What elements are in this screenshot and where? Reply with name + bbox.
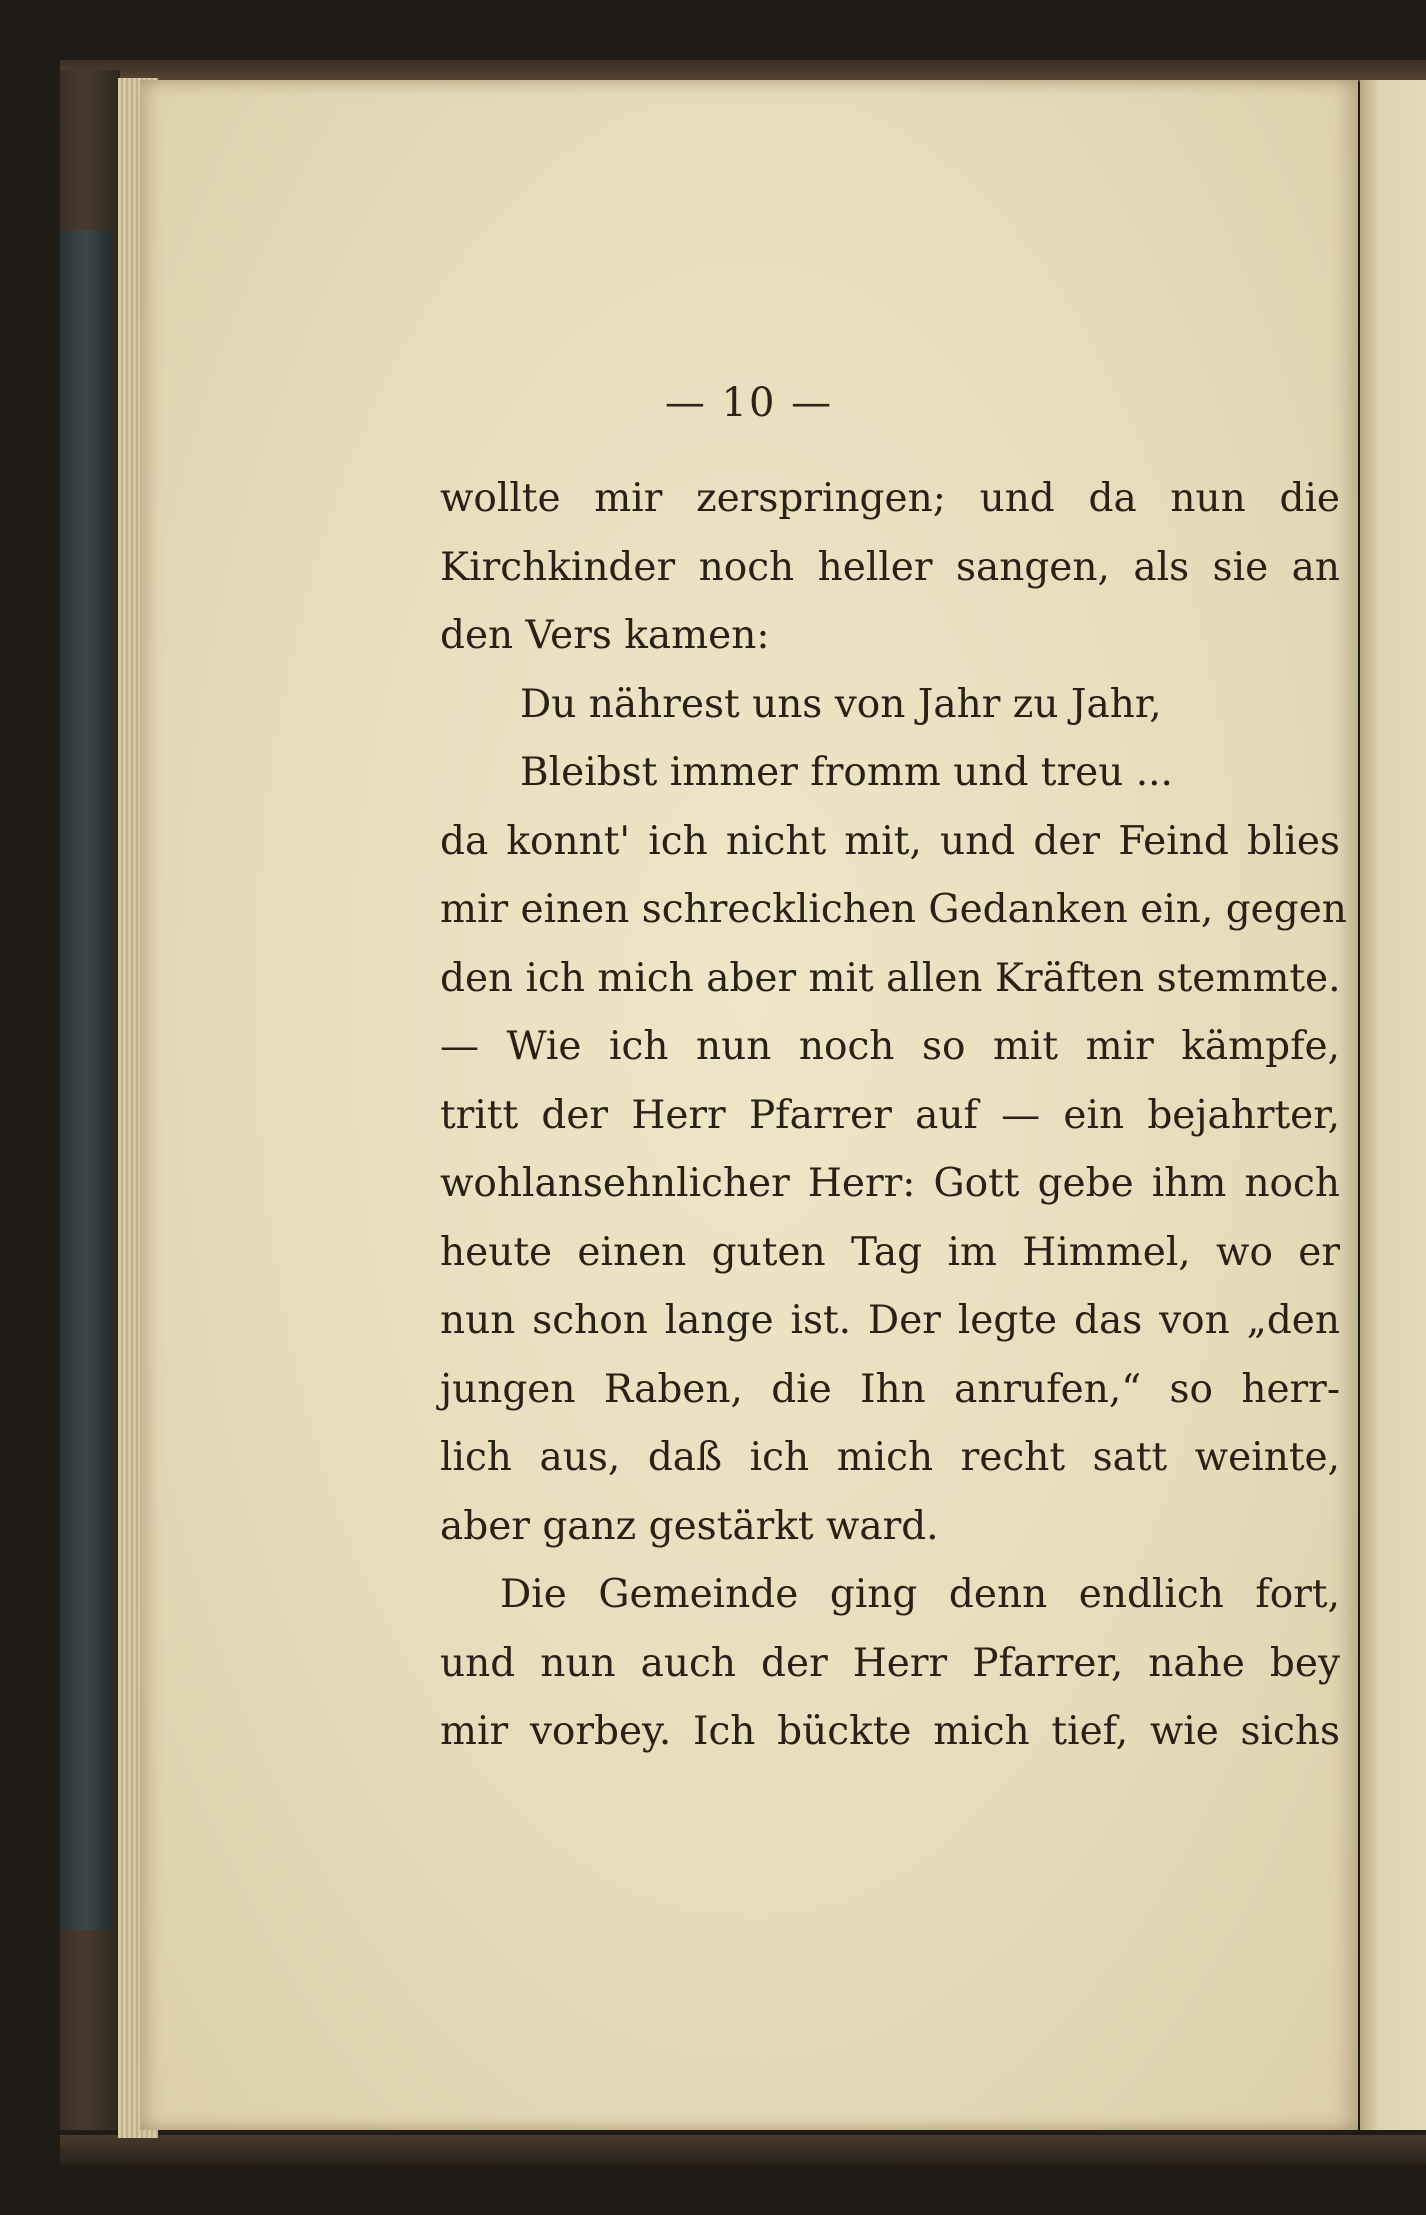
page-number-header: — 10 — xyxy=(664,380,834,426)
text-line: Kirchkinder noch heller sangen, als sie an xyxy=(440,544,1340,590)
text-line: da konnt' ich nicht mit, und der Feind blies xyxy=(440,818,1340,864)
book-cover-bottom xyxy=(60,2135,1426,2165)
book-page xyxy=(140,80,1358,2130)
text-line: den ich mich aber mit allen Kräften stemmte. xyxy=(440,955,1341,1001)
text-line: wohlansehnlicher Herr: Gott gebe ihm noch xyxy=(440,1161,1340,1206)
verse-line: Bleibst immer fromm und treu ... xyxy=(520,750,1173,795)
text-line: lich aus, daß ich mich recht satt weinte, xyxy=(440,1435,1340,1480)
book-spine xyxy=(60,230,112,1930)
text-line: nun schon lange ist. Der legte das von „den xyxy=(440,1298,1340,1343)
text-line: mir vorbey. Ich bückte mich tief, wie sichs xyxy=(440,1709,1340,1754)
text-line: — Wie ich nun noch so mit mir kämpfe, xyxy=(440,1024,1340,1069)
paragraph-start-line: Die Gemeinde ging denn endlich fort, xyxy=(500,1572,1340,1617)
text-line: mir einen schrecklichen Gedanken ein, gegen xyxy=(440,887,1347,932)
facing-page-edge xyxy=(1360,80,1426,2130)
text-line: aber ganz gestärkt ward. xyxy=(440,1503,939,1549)
text-line: tritt der Herr Pfarrer auf — ein bejahrter, xyxy=(440,1092,1340,1138)
text-line: jungen Raben, die Ihn anrufen,“ so herr- xyxy=(440,1366,1340,1412)
book-cover-top xyxy=(60,60,1426,82)
text-line: heute einen guten Tag im Himmel, wo er xyxy=(440,1229,1340,1275)
text-line: wollte mir zerspringen; und da nun die xyxy=(440,476,1340,521)
text-line: und nun auch der Herr Pfarrer, nahe bey xyxy=(440,1640,1340,1686)
verse-line: Du nährest uns von Jahr zu Jahr, xyxy=(520,681,1162,727)
page-text-block xyxy=(440,465,1347,1767)
text-line: den Vers kamen: xyxy=(440,613,770,658)
